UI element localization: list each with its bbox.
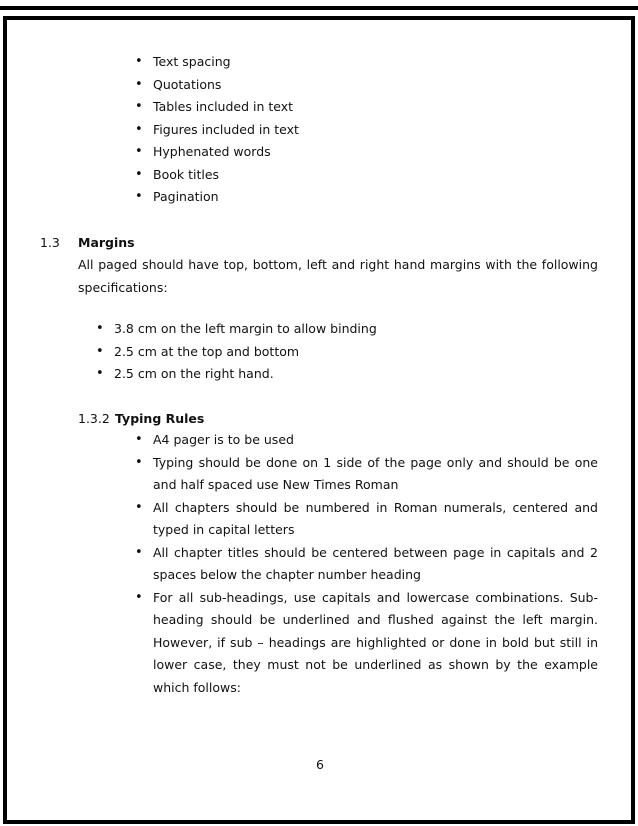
list-item: • 2.5 cm on the right hand.: [96, 363, 596, 386]
page-number: 6: [316, 757, 324, 772]
list-item: • Quotations: [135, 74, 605, 97]
list-item: • All chapters should be numbered in Roman numerals, centered and typed in capital letters: [135, 497, 598, 542]
list-item: • Tables included in text: [135, 96, 605, 119]
subsection-number: 1.3.2: [78, 411, 110, 426]
typing-rules-list: [135, 429, 598, 699]
subsection-heading: Typing Rules: [115, 411, 205, 426]
list-item: • 3.8 cm on the left margin to allow binding: [96, 318, 596, 341]
list-item: • 2.5 cm at the top and bottom: [96, 341, 596, 364]
list-item: • All chapter titles should be centered between page in capitals and 2 spaces below the chapter number heading: [135, 542, 598, 587]
list-item: • Text spacing: [135, 51, 605, 74]
list-item: • Book titles: [135, 164, 605, 187]
list-item: • For all sub-headings, use capitals and lowercase combinations. Sub-heading should be underlined and flushed against the left margin. However, if sub – headings are highlighted or done in bold but still in lower case, they must not be underlined as shown by the example which follows:: [135, 587, 598, 700]
section-heading: Margins: [78, 235, 135, 250]
top-rule: [0, 6, 638, 10]
margins-bullet-list: [96, 318, 596, 386]
list-item: • Typing should be done on 1 side of the page only and should be one and half spaced use New Times Roman: [135, 452, 598, 497]
section-number: 1.3: [40, 235, 60, 250]
list-item: • Pagination: [135, 186, 605, 209]
list-item: • Hyphenated words: [135, 141, 605, 164]
margins-paragraph: All paged should have top, bottom, left and right hand margins with the following specifications:: [78, 257, 598, 295]
list-item: • A4 pager is to be used: [135, 429, 598, 452]
top-bullet-list: [135, 51, 605, 209]
list-item: • Figures included in text: [135, 119, 605, 142]
